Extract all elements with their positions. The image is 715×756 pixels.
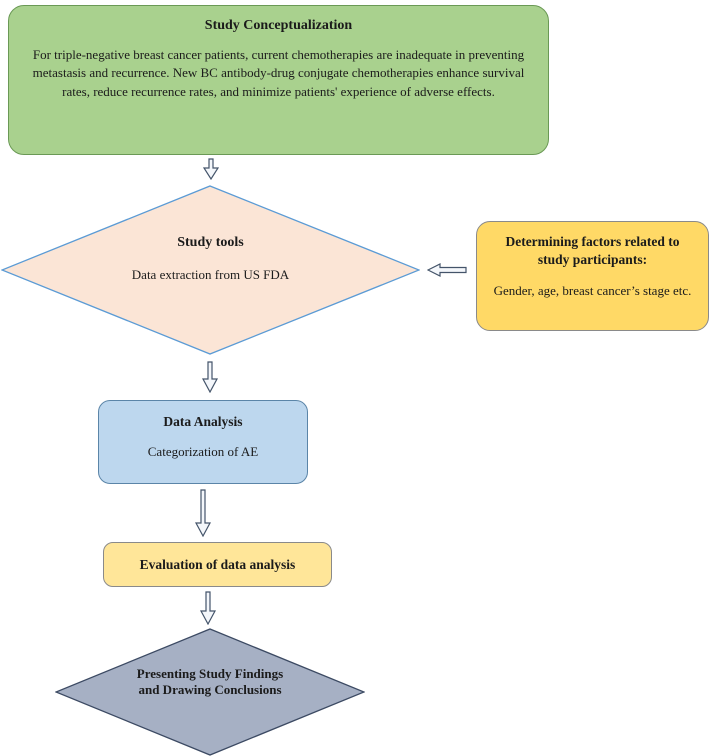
study-tools-body: Data extraction from US FDA: [131, 267, 290, 282]
conclusions-node: [55, 628, 365, 756]
determining-factors-title: Determining factors related to study participants:: [505, 234, 680, 267]
study-conceptualization-node: [8, 5, 549, 155]
evaluation-title: Evaluation of data analysis: [139, 556, 296, 572]
conclusions-title: Presenting Study Findings and Drawing Conclusions: [136, 666, 284, 697]
down-arrow-icon: [195, 489, 211, 542]
data-analysis-body: Categorization of AE: [147, 444, 259, 459]
data-analysis-node: [98, 400, 308, 484]
study-conceptualization-body: For triple-negative breast cancer patients, current chemotherapies are inadequate in preventing metastasis and recurrence. New BC antibody-drug conjugate chemotherapies enhance survival rates, reduce recurrence rates, and minimize patients' experience of adverse effects.: [32, 47, 525, 99]
determining-factors-node: [476, 221, 709, 331]
down-arrow-icon: [203, 158, 219, 185]
study-tools-node: [1, 185, 420, 355]
study-conceptualization-title: Study Conceptualization: [204, 18, 353, 33]
data-analysis-title: Data Analysis: [163, 414, 243, 429]
down-arrow-icon: [200, 591, 216, 630]
study-tools-title: Study tools: [177, 235, 244, 250]
left-arrow-icon: [427, 263, 467, 282]
determining-factors-body: Gender, age, breast cancer’s stage etc.: [493, 283, 692, 299]
down-arrow-icon: [202, 361, 218, 398]
evaluation-node: [103, 542, 332, 587]
